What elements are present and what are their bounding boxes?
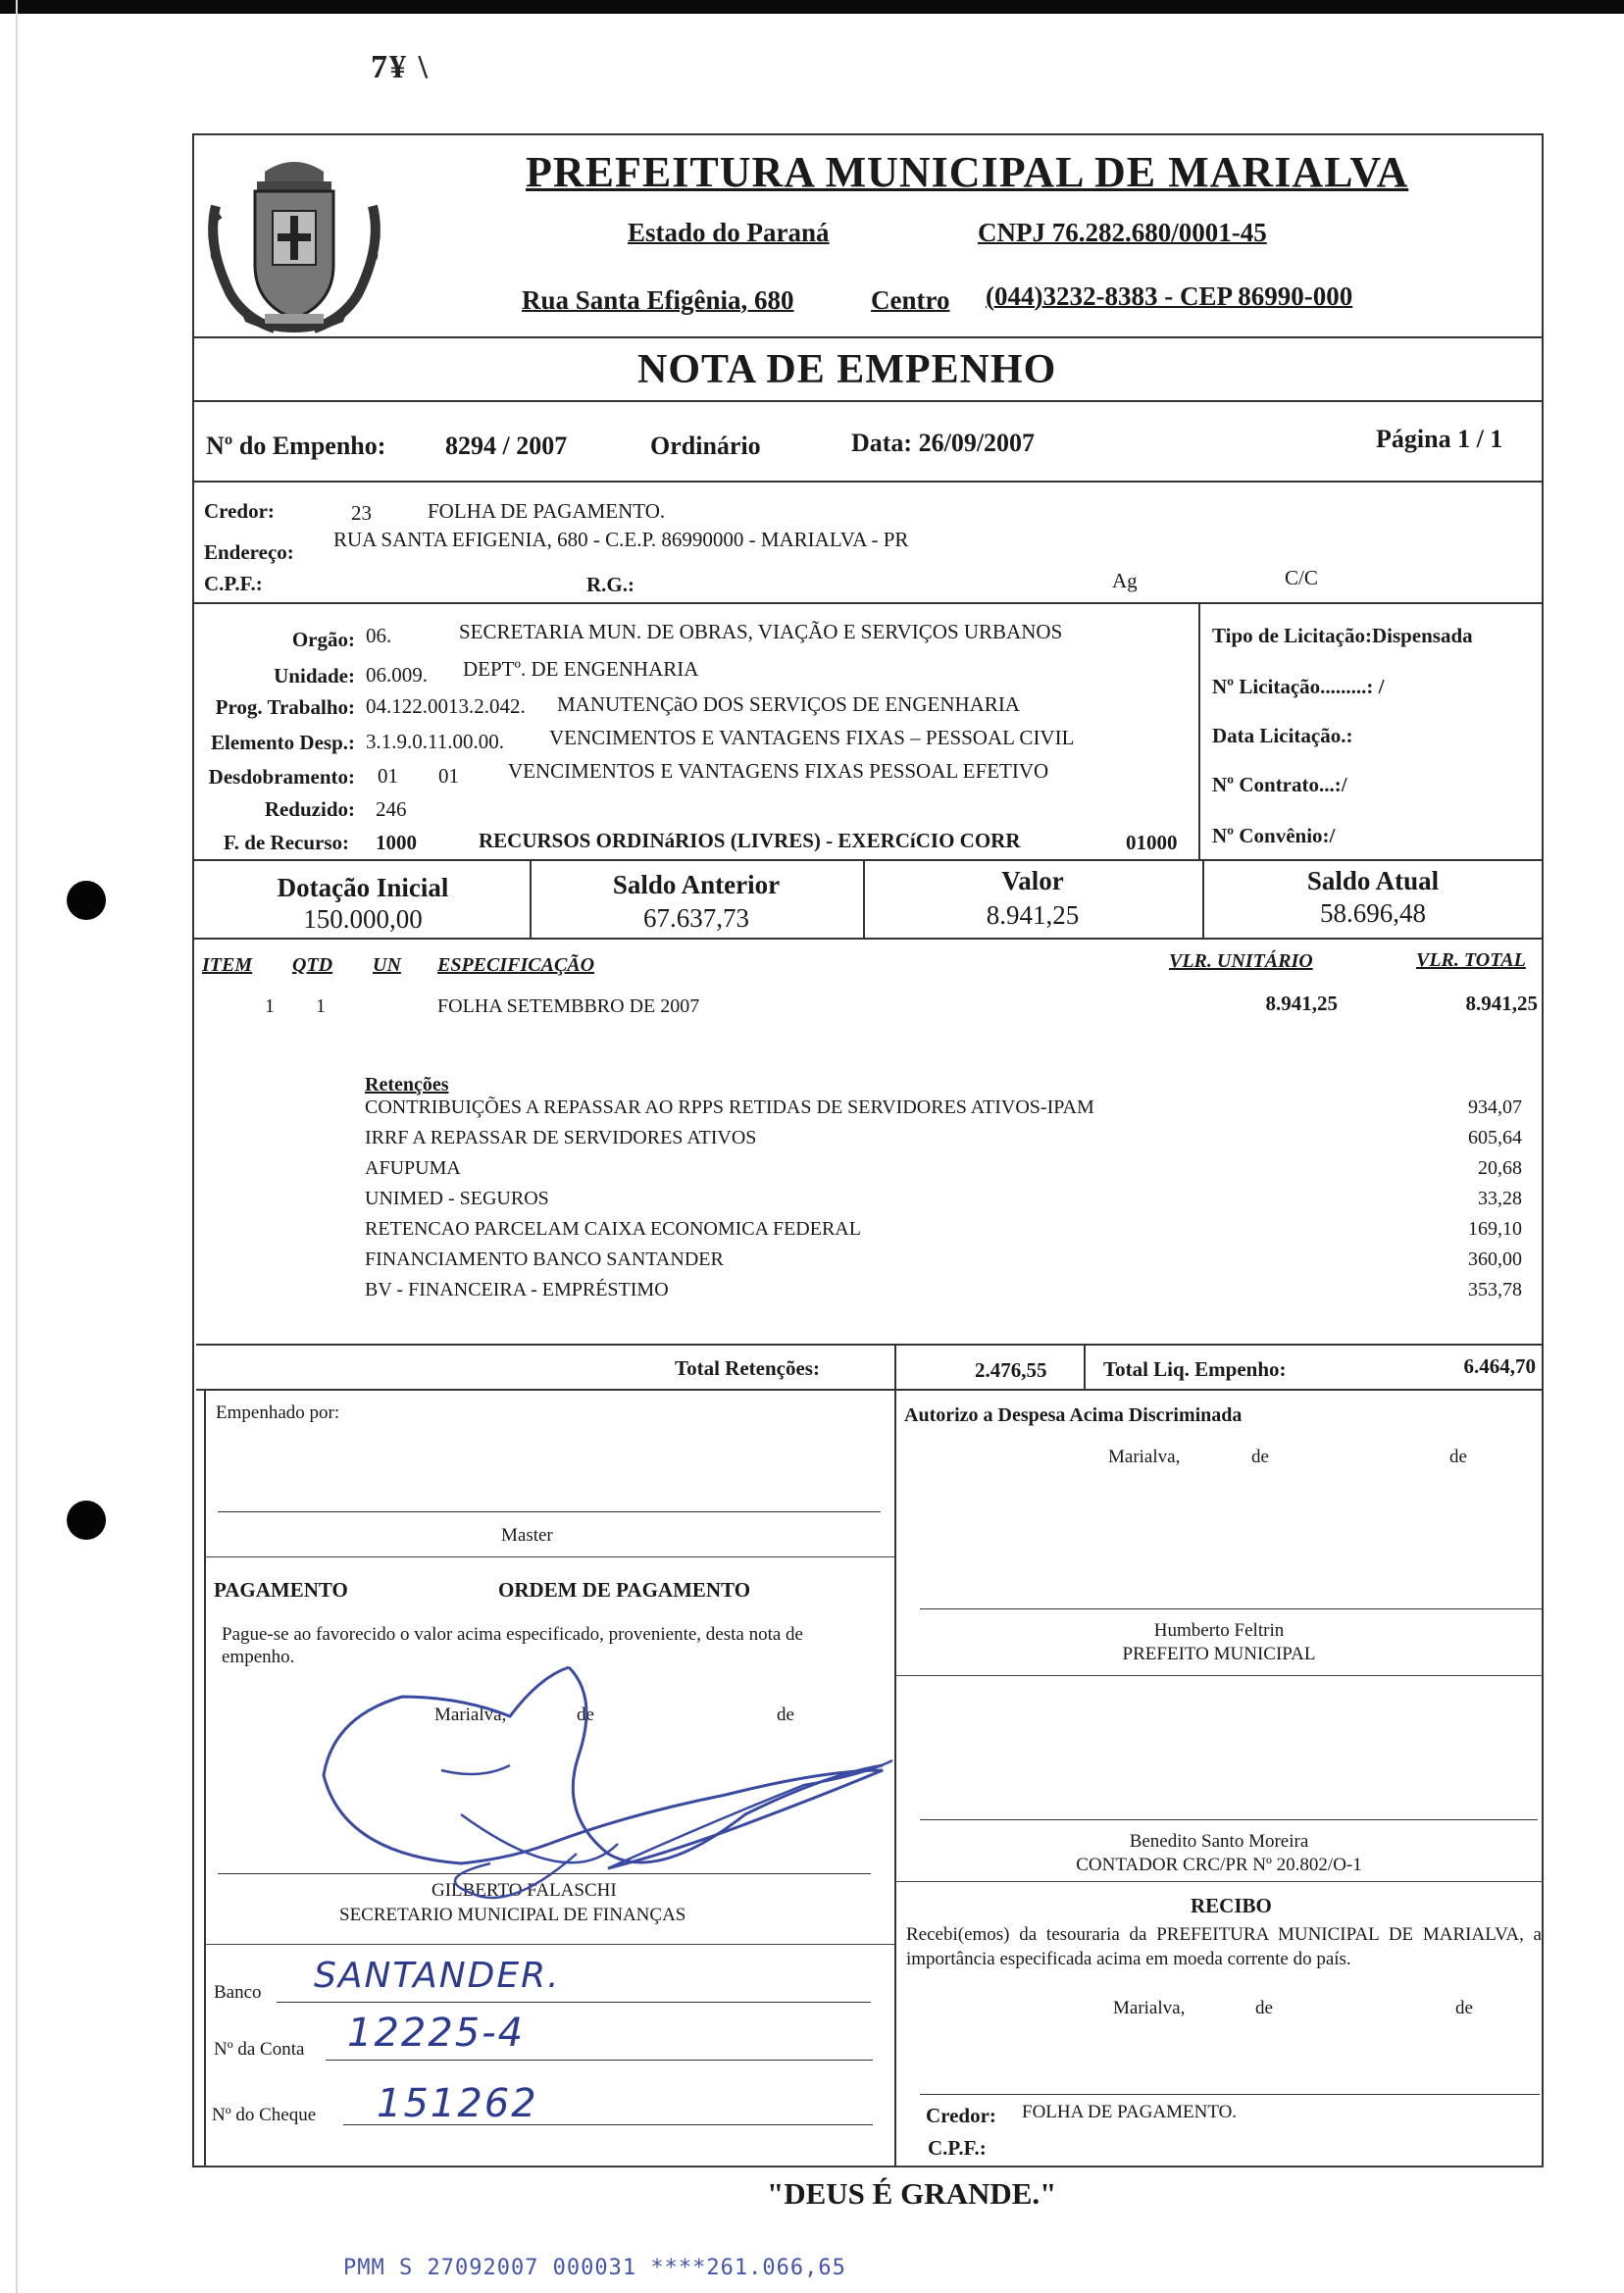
desdobramento-name: VENCIMENTOS E VANTAGENS FIXAS PESSOAL EFETIVO <box>508 759 1049 783</box>
recurso-name: RECURSOS ORDINáRIOS (LIVRES) - EXERCíCIO CORR <box>479 829 1021 852</box>
saldo-anterior-value: 67.637,73 <box>643 903 749 933</box>
credor-name: FOLHA DE PAGAMENTO. <box>428 499 666 523</box>
punch-hole <box>67 881 106 920</box>
desdobramento-code2: 01 <box>438 764 459 788</box>
orgao-name: SECRETARIA MUN. DE OBRAS, VIAÇÃO E SERVIÇOS URBANOS <box>459 620 1063 643</box>
endereco-label: Endereço: <box>204 540 294 564</box>
unidade-label: Unidade: <box>274 664 355 688</box>
retencao-desc: RETENCAO PARCELAM CAIXA ECONOMICA FEDERAL <box>365 1218 861 1240</box>
retencao-value: 360,00 <box>1468 1248 1522 1270</box>
prog-name: MANUTENÇãO DOS SERVIÇOS DE ENGENHARIA <box>557 692 1020 716</box>
item-unit-value: 8.941,25 <box>1265 992 1338 1015</box>
retencao-row <box>365 1279 1522 1309</box>
item-total-value: 8.941,25 <box>1465 992 1538 1015</box>
pagamento-de2: de <box>777 1705 794 1725</box>
recurso-code: 1000 <box>376 831 417 854</box>
licitacao-tipo: Tipo de Licitação:Dispensada <box>1212 624 1473 647</box>
contador-role: CONTADOR CRC/PR Nº 20.802/O-1 <box>1076 1855 1362 1875</box>
items-header-un: UN <box>373 954 401 976</box>
retencao-value: 353,78 <box>1468 1279 1522 1300</box>
saldo-atual-label: Saldo Atual <box>1306 866 1440 895</box>
scan-top-edge <box>0 0 1624 14</box>
total-liquido-label: Total Liq. Empenho: <box>1103 1357 1287 1381</box>
recurso-code2: 01000 <box>1126 831 1178 854</box>
autorizo-de1: de <box>1251 1447 1269 1467</box>
secretario-role: SECRETARIO MUNICIPAL DE FINANÇAS <box>339 1905 686 1925</box>
total-liquido-value: 6.464,70 <box>1463 1354 1536 1378</box>
prog-label: Prog. Trabalho: <box>215 695 355 719</box>
retencao-desc: IRRF A REPASSAR DE SERVIDORES ATIVOS <box>365 1127 757 1148</box>
header-street: Rua Santa Efigênia, 680 <box>522 285 794 315</box>
cc-label: C/C <box>1285 566 1318 589</box>
retencao-row <box>365 1157 1522 1188</box>
banco-value: SANTANDER. <box>314 1956 561 1996</box>
items-header-espec: ESPECIFICAÇÃO <box>437 954 595 976</box>
valor-value: 8.941,25 <box>986 900 1080 930</box>
recurso-label: F. de Recurso: <box>223 831 349 854</box>
items-header-total: VLR. TOTAL <box>1416 949 1526 971</box>
footer-motto: "DEUS É GRANDE." <box>767 2176 1057 2211</box>
conta-label: Nº da Conta <box>214 2039 305 2060</box>
endereco: RUA SANTA EFIGENIA, 680 - C.E.P. 86990000 - MARIALVA - PR <box>333 528 909 551</box>
retencao-row <box>365 1188 1522 1218</box>
empenhado-por-name: Master <box>501 1525 553 1546</box>
retencao-value: 33,28 <box>1478 1188 1522 1209</box>
elemento-name: VENCIMENTOS E VANTAGENS FIXAS – PESSOAL CIVIL <box>549 726 1075 749</box>
pagamento-label: PAGAMENTO <box>214 1578 348 1602</box>
pagamento-de1: de <box>577 1705 594 1725</box>
empenho-date: Data: 26/09/2007 <box>851 429 1036 457</box>
prefeito-role: PREFEITO MUNICIPAL <box>1122 1644 1316 1664</box>
item-description: FOLHA SETEMBBRO DE 2007 <box>437 995 700 1017</box>
total-retencoes-label: Total Retenções: <box>675 1356 820 1380</box>
retencao-desc: CONTRIBUIÇÕES A REPASSAR AO RPPS RETIDAS DE SERVIDORES ATIVOS-IPAM <box>365 1096 1094 1118</box>
recibo-cpf-label: C.P.F.: <box>928 2136 987 2160</box>
items-header-unit: VLR. UNITÁRIO <box>1169 950 1313 972</box>
licitacao-data: Data Licitação.: <box>1212 724 1353 747</box>
retencoes-title: Retenções <box>365 1074 449 1096</box>
valor-label: Valor <box>1001 866 1064 895</box>
contador-name: Benedito Santo Moreira <box>1129 1831 1309 1852</box>
punch-hole <box>67 1501 106 1540</box>
retencao-desc: AFUPUMA <box>365 1157 461 1179</box>
retencao-desc: FINANCIAMENTO BANCO SANTANDER <box>365 1248 724 1270</box>
item-qtd: 1 <box>316 995 326 1017</box>
scan-left-edge <box>16 0 18 2293</box>
pagamento-city: Marialva, <box>434 1705 507 1725</box>
unidade-code: 06.009. <box>366 663 428 687</box>
cheque-label: Nº do Cheque <box>212 2105 317 2125</box>
dotacao-inicial-label: Dotação Inicial <box>277 873 449 902</box>
signature-icon <box>314 1657 902 1922</box>
retencao-value: 934,07 <box>1468 1096 1522 1118</box>
cheque-value: 151262 <box>377 2081 538 2126</box>
recibo-de2: de <box>1455 1998 1473 2018</box>
header-title: PREFEITURA MUNICIPAL DE MARIALVA <box>526 148 1409 196</box>
prog-code: 04.122.0013.2.042. <box>366 694 526 718</box>
retencao-row <box>365 1096 1522 1127</box>
credor-code: 23 <box>351 501 372 525</box>
secretario-name: GILBERTO FALASCHI <box>431 1880 617 1901</box>
banco-label: Banco <box>214 1982 262 2003</box>
recibo-de1: de <box>1255 1998 1273 2018</box>
empenho-type: Ordinário <box>650 432 761 460</box>
saldo-anterior-label: Saldo Anterior <box>612 870 781 899</box>
recibo-text: Recebi(emos) da tesouraria da PREFEITURA MUNICIPAL DE MARIALVA, a importância especificada acima em moeda corrente do país. <box>906 1924 1542 1969</box>
document-title: NOTA DE EMPENHO <box>637 347 1057 392</box>
elemento-code: 3.1.9.0.11.00.00. <box>366 730 504 753</box>
retencao-value: 169,10 <box>1468 1218 1522 1240</box>
rg-label: R.G.: <box>586 573 634 596</box>
licitacao-convenio: Nº Convênio:/ <box>1212 824 1336 847</box>
header-cnpj: CNPJ 76.282.680/0001-45 <box>978 218 1267 247</box>
ordem-pagamento-label: ORDEM DE PAGAMENTO <box>498 1578 751 1602</box>
recibo-credor-label: Credor: <box>926 2104 996 2127</box>
orgao-label: Orgão: <box>291 628 355 651</box>
retencao-desc: UNIMED - SEGUROS <box>365 1188 549 1209</box>
ag-label: Ag <box>1112 569 1138 592</box>
credor-label: Credor: <box>204 499 275 523</box>
autorizo-city: Marialva, <box>1108 1447 1181 1467</box>
orgao-code: 06. <box>366 624 392 647</box>
retencao-value: 20,68 <box>1478 1157 1522 1179</box>
items-header-item: ITEM <box>202 954 253 976</box>
retencao-row <box>365 1218 1522 1248</box>
prefeito-name: Humberto Feltrin <box>1153 1620 1285 1641</box>
empenho-number-label: Nº do Empenho: <box>206 432 386 460</box>
cpf-label: C.P.F.: <box>204 572 263 595</box>
desdobramento-code1: 01 <box>378 764 398 788</box>
recibo-credor: FOLHA DE PAGAMENTO. <box>1022 2102 1238 2122</box>
empenhado-por-label: Empenhado por: <box>216 1402 340 1423</box>
empenho-number: 8294 / 2007 <box>445 432 568 460</box>
retencao-row <box>365 1248 1522 1279</box>
recibo-city: Marialva, <box>1113 1998 1186 2018</box>
header-district: Centro <box>871 285 950 315</box>
elemento-label: Elemento Desp.: <box>211 731 355 754</box>
saldo-atual-value: 58.696,48 <box>1320 898 1426 928</box>
items-header-qtd: QTD <box>292 954 333 976</box>
bank-stamp: PMM S 27092007 000031 ****261.066,65 <box>343 2256 846 2280</box>
licitacao-contrato: Nº Contrato...:/ <box>1212 773 1347 796</box>
conta-value: 12225-4 <box>347 2011 526 2056</box>
total-retencoes-value: 2.476,55 <box>975 1358 1047 1382</box>
recibo-title: RECIBO <box>1191 1894 1272 1917</box>
reduzido-label: Reduzido: <box>264 797 355 821</box>
licitacao-numero: Nº Licitação.........: / <box>1212 675 1385 698</box>
autorizo-label: Autorizo a Despesa Acima Discriminada <box>904 1404 1243 1426</box>
top-scribble: 7¥ \ <box>371 49 430 85</box>
desdobramento-label: Desdobramento: <box>208 765 355 789</box>
retencao-row <box>365 1127 1522 1157</box>
reduzido-value: 246 <box>376 797 407 821</box>
retencao-value: 605,64 <box>1468 1127 1522 1148</box>
header-state: Estado do Paraná <box>628 218 830 247</box>
page-indicator: Página 1 / 1 <box>1376 425 1503 453</box>
unidade-name: DEPTº. DE ENGENHARIA <box>463 657 699 681</box>
coat-of-arms-icon <box>196 147 392 338</box>
autorizo-de2: de <box>1449 1447 1467 1467</box>
pagamento-text: Pague-se ao favorecido o valor acima especificado, proveniente, desta nota de empenho. <box>222 1624 803 1667</box>
item-number: 1 <box>265 995 275 1017</box>
dotacao-inicial-value: 150.000,00 <box>303 904 423 934</box>
header-phone-cep: (044)3232-8383 - CEP 86990-000 <box>986 281 1353 311</box>
retencoes-list <box>365 1096 1522 1309</box>
retencao-desc: BV - FINANCEIRA - EMPRÉSTIMO <box>365 1279 669 1300</box>
